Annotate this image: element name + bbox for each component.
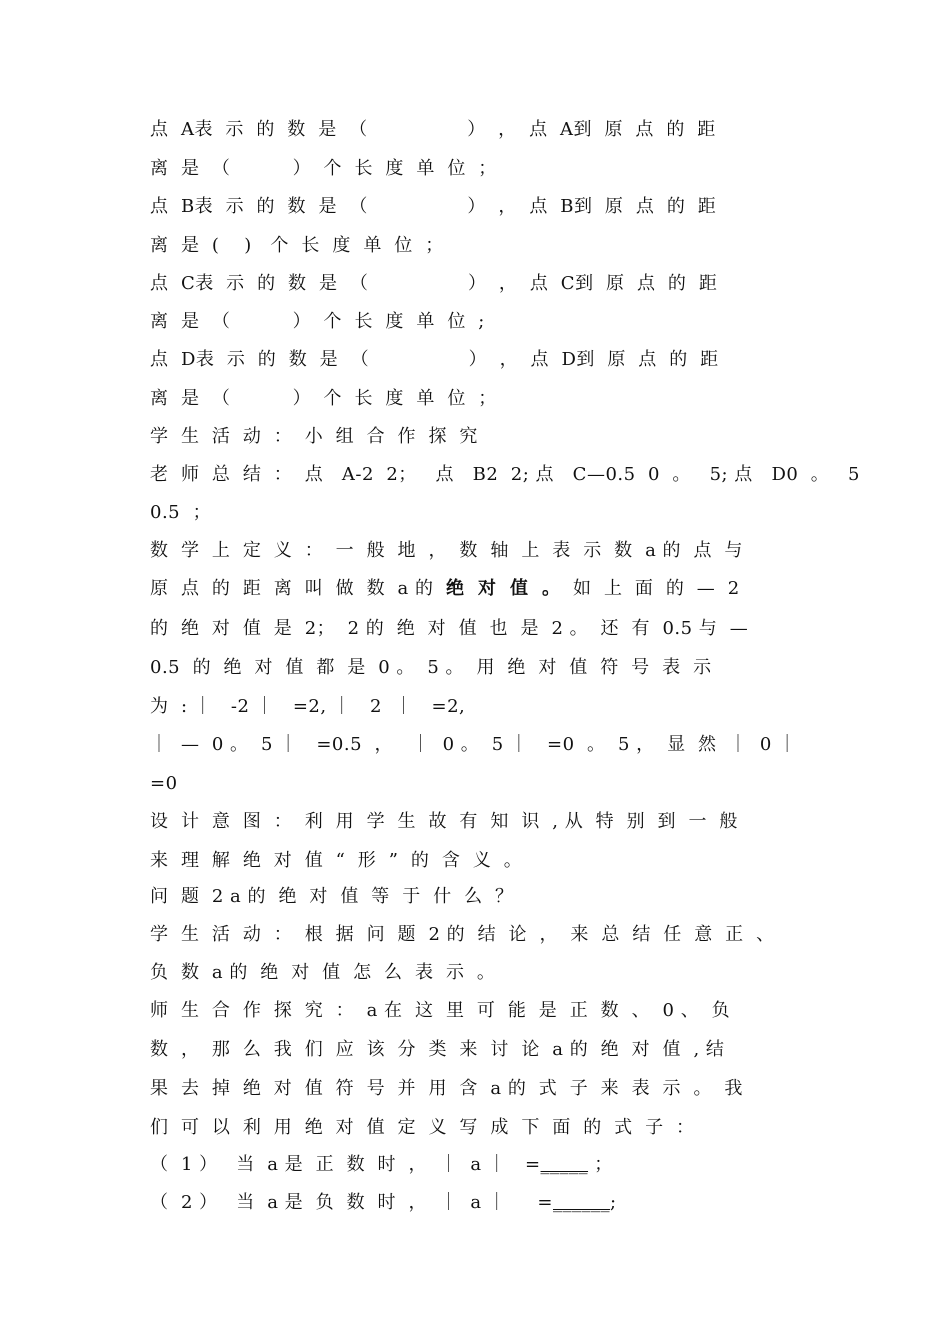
answer-blank[interactable]: ______ bbox=[552, 1192, 610, 1213]
text-line: 们 可 以 利 用 绝 对 值 定 义 写 成 下 面 的 式 子 ： bbox=[150, 1117, 695, 1138]
text-line: 果 去 掉 绝 对 值 符 号 并 用 含 a 的 式 子 来 表 示 。 我 bbox=[150, 1078, 743, 1099]
text-line: 离 是 ( ) 个 长 度 单 位 ； bbox=[150, 235, 444, 256]
text-line: 点 A表 示 的 数 是 （ ） ， 点 A到 原 点 的 距 bbox=[150, 119, 716, 140]
text-line: 设 计 意 图 ： 利 用 学 生 故 有 知 识 , 从 特 别 到 一 般 bbox=[150, 811, 738, 832]
text-line: ｜ — 0 。 5 ｜ =0.5 ， ｜ 0 。 5 ｜ =0 。 5 ， 显 然 ｜ 0 ｜ bbox=[150, 734, 797, 755]
text-line: 离 是 （ ） 个 长 度 单 位 ; bbox=[150, 311, 485, 332]
text-segment: ； bbox=[588, 1154, 613, 1175]
bold-term: 绝 对 值 。 bbox=[445, 578, 561, 599]
text-line: 负 数 a 的 绝 对 值 怎 么 表 示 。 bbox=[150, 962, 496, 983]
text-line: =0 bbox=[150, 773, 178, 794]
text-line-definition bbox=[150, 578, 740, 600]
text-line: 问 题 2 a 的 绝 对 值 等 于 什 么 ？ bbox=[150, 886, 514, 907]
text-line: 点 C表 示 的 数 是 （ ） ， 点 C到 原 点 的 距 bbox=[150, 273, 718, 294]
text-line: 离 是 （ ） 个 长 度 单 位 ； bbox=[150, 158, 497, 179]
text-segment: （ 1 ） 当 a 是 正 数 时 ， ｜ a ｜ = bbox=[150, 1154, 541, 1175]
text-line: 点 B表 示 的 数 是 （ ） ， 点 B到 原 点 的 距 bbox=[150, 196, 717, 217]
text-line: 数 ， 那 么 我 们 应 该 分 类 来 讨 论 a 的 绝 对 值 , 结 bbox=[150, 1039, 725, 1060]
text-line: 来 理 解 绝 对 值 “ 形 ” 的 含 义 。 bbox=[150, 850, 523, 871]
text-line: 0.5 的 绝 对 值 都 是 0 。 5 。 用 绝 对 值 符 号 表 示 bbox=[150, 657, 712, 678]
text-line: 离 是 （ ） 个 长 度 单 位 ； bbox=[150, 388, 497, 409]
text-line: 老 师 总 结 ： 点 A-2 2； 点 B2 2; 点 C—0.5 0 。 5; 点 D0 。 5 bbox=[150, 464, 860, 485]
text-line: 0.5 ； bbox=[150, 502, 212, 523]
text-line: 学 生 活 动 ： 小 组 合 作 探 究 bbox=[150, 426, 478, 447]
text-line-fill-blank bbox=[150, 1154, 613, 1176]
text-segment: 如 上 面 的 — 2 bbox=[560, 578, 740, 599]
text-line: 学 生 活 动 ： 根 据 问 题 2 的 结 论 ， 来 总 结 任 意 正 、 bbox=[150, 924, 775, 945]
text-line: 点 D表 示 的 数 是 （ ） ， 点 D到 原 点 的 距 bbox=[150, 349, 719, 370]
text-line: 数 学 上 定 义 ： 一 般 地 ， 数 轴 上 表 示 数 a 的 点 与 bbox=[150, 540, 743, 561]
text-line: 师 生 合 作 探 究 ： a 在 这 里 可 能 是 正 数 、 0 、 负 bbox=[150, 1000, 731, 1021]
text-segment: ; bbox=[609, 1192, 617, 1213]
answer-blank[interactable]: _____ bbox=[540, 1154, 589, 1175]
text-line: 的 绝 对 值 是 2； 2 的 绝 对 值 也 是 2 。 还 有 0.5 与 — bbox=[150, 618, 749, 639]
text-segment: 原 点 的 距 离 叫 做 数 a 的 bbox=[150, 578, 446, 599]
text-line-fill-blank bbox=[150, 1192, 617, 1214]
text-segment: （ 2 ） 当 a 是 负 数 时 ， ｜ a ｜ = bbox=[150, 1192, 553, 1213]
text-line: 为 : ｜ -2 ｜ =2, ｜ 2 ｜ =2, bbox=[150, 696, 466, 717]
